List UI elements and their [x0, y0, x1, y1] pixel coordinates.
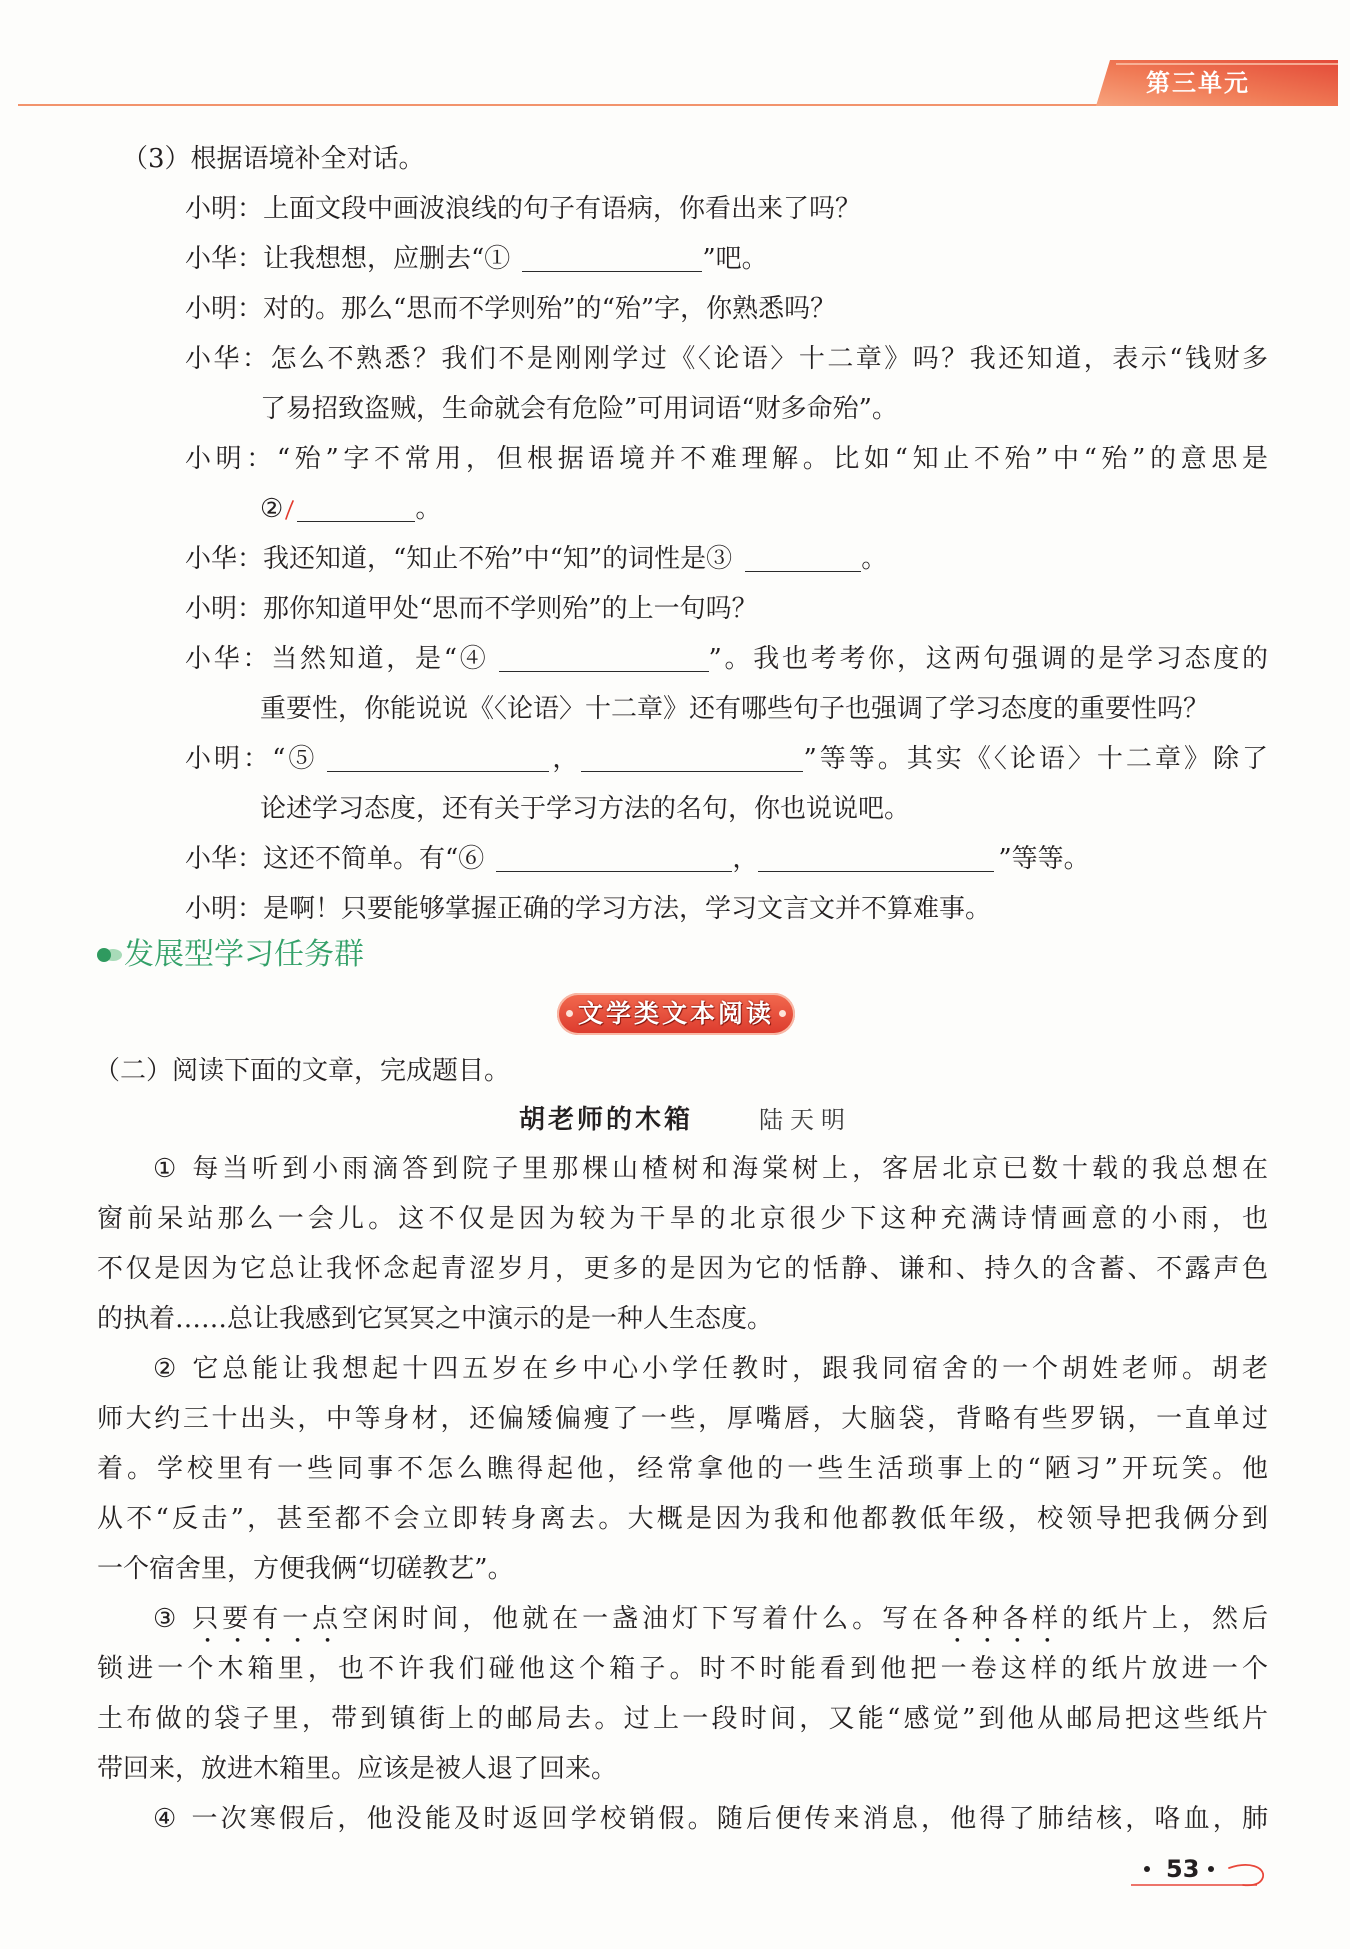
paragraph-text: 空闲时间，他就在一盏油灯下写着什么。写在 — [342, 1604, 943, 1634]
part2-instruction: （二）阅读下面的文章，完成题目。 — [94, 1056, 511, 1086]
paragraph-number: ③ — [153, 1604, 181, 1634]
paragraph-number: ④ — [153, 1804, 180, 1834]
dialogue-row — [0, 184, 1268, 234]
dialogue-text: 当然知道，是“④ — [271, 644, 489, 674]
dialogue-row — [0, 434, 1268, 484]
speaker: 小明： — [185, 194, 264, 224]
paragraph-line — [97, 1344, 1268, 1394]
paragraph-number: ② — [153, 1354, 181, 1384]
paragraph-line: 锁进一个木箱里，也不许我们碰他这个箱子。时不时能看到他把一卷这样的纸片放进一个 — [97, 1654, 1268, 1684]
emphasized-phrase: 只要有一点 — [192, 1604, 343, 1634]
paragraph-line: 的执着……总让我感到它冥冥之中演示的是一种人生态度。 — [97, 1304, 774, 1334]
speaker: 小明： — [185, 594, 264, 624]
answer-blank-6a — [496, 847, 732, 872]
red-pen-stroke — [286, 501, 293, 519]
paragraph-line: 带回来，放进木箱里。应该是被人退了回来。 — [97, 1754, 618, 1784]
dialogue-text: 这还不简单。有“⑥ — [263, 844, 485, 874]
emphasized-phrase: 各种各样 — [942, 1604, 1063, 1634]
bullet-right — [1208, 1866, 1214, 1872]
dialogue-row — [0, 334, 1268, 384]
dialogue-text: 那你知道甲处“思而不学则殆”的上一句吗？ — [263, 594, 758, 624]
dialogue-row — [0, 884, 1268, 934]
speaker: 小明： — [185, 444, 277, 474]
dialogue-row — [0, 734, 1268, 784]
speaker: 小明： — [185, 294, 264, 324]
dialogue-text: 。 — [861, 544, 888, 574]
question-3 — [0, 134, 1268, 934]
dialogue-row — [0, 284, 1268, 334]
dialogue-row — [0, 834, 1268, 884]
dialogue-row — [0, 234, 1268, 284]
dialogue-text: 我还知道，“知止不殆”中“知”的词性是③ — [263, 544, 733, 574]
speaker: 小华： — [185, 344, 271, 374]
article-body — [97, 1144, 1268, 1844]
dialogue-text: 怎么不熟悉？我们不是刚刚学过《〈论语〉十二章》吗？我还知道，表示“钱财多 — [270, 344, 1268, 374]
speaker: 小华： — [185, 844, 264, 874]
answer-blank-3 — [745, 547, 861, 572]
speaker: 小华： — [185, 244, 264, 274]
paragraph-number: ① — [153, 1154, 181, 1184]
dialogue-text: 让我想想，应删去“① — [263, 244, 511, 274]
banner-label: 文学类文本阅读 — [577, 999, 774, 1028]
dialogue-text: ， — [732, 844, 759, 874]
paragraph-line: 一个宿舍里，方便我俩“切磋教艺”。 — [97, 1554, 514, 1584]
dialogue-text: 。 — [415, 494, 442, 524]
dialogue-text: “⑤ — [272, 744, 318, 774]
blank-number: ② — [260, 494, 284, 524]
q3-instruction: （3）根据语境补全对话。 — [122, 144, 425, 174]
red-pen-mark — [283, 497, 295, 523]
article-author: 陆天明 — [759, 1106, 852, 1134]
answer-blank-1 — [522, 247, 702, 272]
dialogue-row — [0, 634, 1268, 684]
paragraph-line — [97, 1794, 1268, 1844]
dialogue-text: ”等等。 — [998, 844, 1090, 874]
answer-blank-5a — [327, 747, 549, 772]
leaf-dot-icon — [95, 943, 123, 967]
dialogue-row — [0, 584, 1268, 634]
paragraph-text: 它总能让我想起十四五岁在乡中心小学任教时，跟我同宿舍的一个胡姓老师。胡老 — [192, 1354, 1268, 1384]
dialogue-continuation — [0, 484, 1268, 534]
dialogue-text: 是啊！只要能够掌握正确的学习方法，学习文言文并不算难事。 — [263, 894, 992, 924]
dialogue-continuation: 论述学习态度，还有关于学习方法的名句，你也说说吧。 — [260, 794, 911, 824]
leaf-dot-core — [97, 948, 111, 962]
paragraph-line: 不仅是因为它总让我怀念起青涩岁月，更多的是因为它的恬静、谦和、持久的含蓄、不露声色 — [97, 1254, 1268, 1284]
dialogue-row — [0, 534, 1268, 584]
answer-blank-5b — [581, 747, 803, 772]
speaker: 小华： — [185, 644, 272, 674]
paragraph-text: 每当听到小雨滴答到院子里那棵山楂树和海棠树上，客居北京已数十载的我总想在 — [192, 1154, 1268, 1184]
dialogue-text: ”。我也考考你，这两句强调的是学习态度的 — [708, 644, 1268, 674]
dialogue-text: “殆”字不常用，但根据语境并不难理解。比如“知止不殆”中“殆”的意思是 — [276, 444, 1268, 474]
paragraph-line: 从不“反击”，甚至都不会立即转身离去。大概是因为我和他都教低年级，校领导把我俩分到 — [97, 1504, 1268, 1534]
paragraph-line: 土布做的袋子里，带到镇街上的邮局去。过上一段时间，又能“感觉”到他从邮局把这些纸片 — [97, 1704, 1268, 1734]
paragraph-line: 着。学校里有一些同事不怎么瞧得起他，经常拿他的一些生活琐事上的“陋习”开玩笑。他 — [97, 1454, 1268, 1484]
paragraph-line — [97, 1594, 1268, 1644]
dialogue-text: ， — [549, 744, 582, 774]
dialogue-continuation: 重要性，你能说说《〈论语〉十二章》还有哪些句子也强调了学习态度的重要性吗？ — [260, 694, 1210, 724]
paragraph-line: 窗前呆站那么一会儿。这不仅是因为较为干旱的北京很少下这种充满诗情画意的小雨，也 — [97, 1204, 1268, 1234]
dialogue-text: ”吧。 — [702, 244, 768, 274]
answer-blank-4 — [499, 647, 709, 672]
speaker: 小明： — [185, 894, 264, 924]
dialogue-continuation: 了易招致盗贼，生命就会有危险”可用词语“财多命殆”。 — [260, 394, 898, 424]
header-rule — [18, 104, 1113, 106]
paragraph-text: 的纸片上，然后 — [1062, 1604, 1268, 1634]
page-swoosh — [1229, 1865, 1263, 1885]
paragraph-text: 一次寒假后，他没能及时返回学校销假。随后便传来消息，他得了肺结核，咯血，肺 — [191, 1804, 1268, 1834]
dialogue-text: 上面文段中画波浪线的句子有语病，你看出来了吗？ — [263, 194, 862, 224]
unit-tab-label: 第三单元 — [1146, 69, 1250, 97]
answer-blank-6b — [758, 847, 994, 872]
speaker: 小华： — [185, 544, 264, 574]
section-banner — [557, 993, 795, 1035]
article-title: 胡老师的木箱 — [519, 1105, 694, 1135]
paragraph-line: 师大约三十出头，中等身材，还偏矮偏瘦了一些，厚嘴唇，大脑袋，背略有些罗锅，一直单过 — [97, 1404, 1268, 1434]
paragraph-line — [97, 1144, 1268, 1194]
bullet-left — [1144, 1866, 1150, 1872]
dialogue-text: ”等等。其实《〈论语〉十二章》除了 — [803, 744, 1268, 774]
section-heading: 发展型学习任务群 — [124, 937, 364, 972]
speaker: 小明： — [185, 744, 273, 774]
answer-blank-2 — [297, 497, 415, 522]
page-number: 53 — [1166, 1855, 1200, 1883]
dialogue-text: 对的。那么“思而不学则殆”的“殆”字，你熟悉吗？ — [263, 294, 837, 324]
